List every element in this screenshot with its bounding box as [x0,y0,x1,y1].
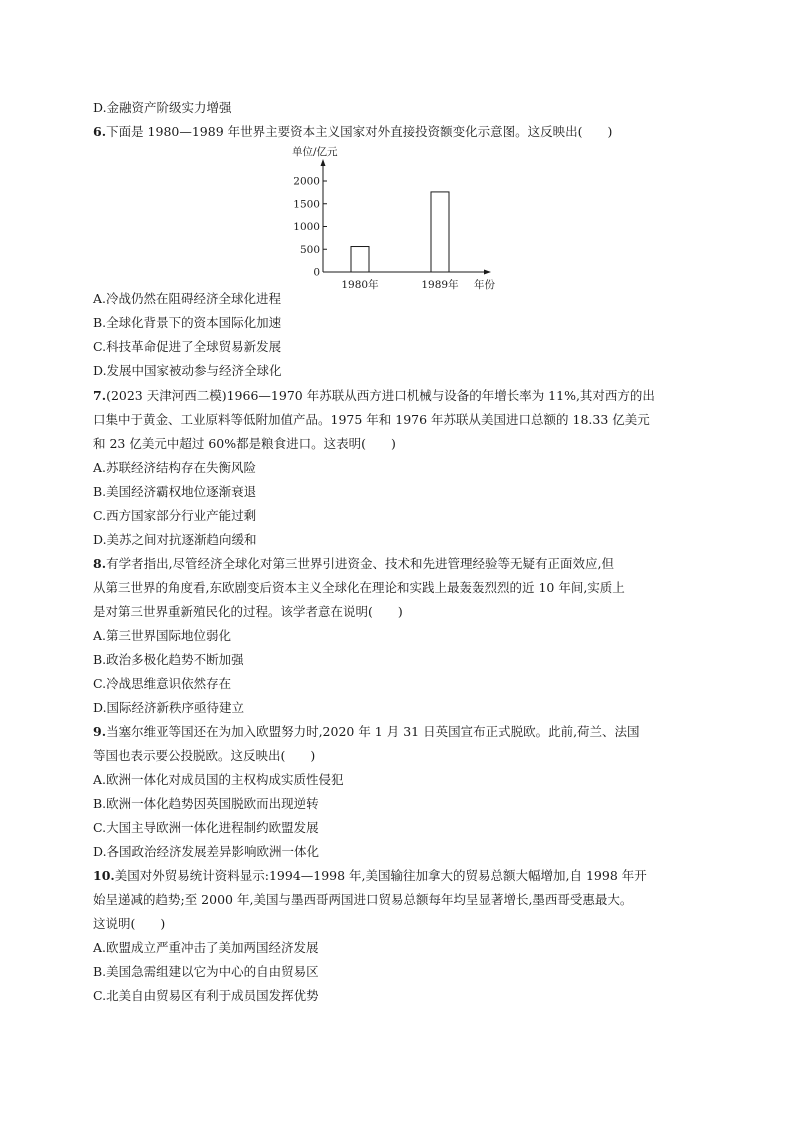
q7-option-d: D.美苏之间对抗逐渐趋向缓和 [93,532,257,547]
y-tick-label: 2000 [293,175,320,188]
q8-number: 8. [93,556,107,571]
q9-stem-line-2: 等国也表示要公投脱欧。这反映出( ) [93,748,316,763]
q8-stem-line-3: 是对第三世界重新殖民化的过程。该学者意在说明( ) [93,604,403,619]
y-ticks [293,176,327,279]
bar [431,192,449,272]
q7-option-a: A.苏联经济结构存在失衡风险 [93,460,257,475]
q8-stem-line-2: 从第三世界的角度看,东欧剧变后资本主义全球化在理论和实践上最轰轰烈烈的近 10 年间,实质上 [93,580,625,595]
q6-option-a: A.冷战仍然在阻碍经济全球化进程 [93,291,282,306]
q7-stem-line-1 [93,388,655,404]
x-axis-arrow [484,270,491,275]
q7-number: 7. [93,388,107,403]
bars [341,192,459,291]
q9-option-d: D.各国政治经济发展差异影响欧洲一体化 [93,844,320,859]
q10-stem-line-2: 始呈递减的趋势;至 2000 年,美国与墨西哥两国进口贸易总额每年均呈显著增长,墨西哥受惠最大。 [93,892,633,907]
q6-stem [93,124,612,140]
q10-option-c: C.北美自由贸易区有利于成员国发挥优势 [93,988,319,1003]
q6-stem-text: 下面是 1980—1989 年世界主要资本主义国家对外直接投资额变化示意图。这反映出( ) [106,124,613,139]
q5-option-d: D.金融资产阶级实力增强 [93,100,232,115]
y-axis-arrow [321,159,326,166]
q8-option-a: A.第三世界国际地位弱化 [93,628,232,643]
q8-stem-line-1 [93,556,614,572]
y-tick-label: 0 [313,266,320,279]
q6-option-b: B.全球化背景下的资本国际化加速 [93,315,282,330]
y-tick-label: 500 [299,243,320,256]
q6-option-c: C.科技革命促进了全球贸易新发展 [93,339,282,354]
q8-stem-text-1: 有学者指出,尽管经济全球化对第三世界引进资金、技术和先进管理经验等无疑有正面效应,但 [106,556,615,571]
q8-option-d: D.国际经济新秩序亟待建立 [93,700,245,715]
y-tick-label: 1500 [293,198,320,211]
q9-option-a: A.欧洲一体化对成员国的主权构成实质性侵犯 [93,772,344,787]
x-axis-label: 年份 [474,279,495,291]
q7-option-c: C.西方国家部分行业产能过剩 [93,508,257,523]
q6-option-d: D.发展中国家被动参与经济全球化 [93,363,282,378]
q10-stem-line-3: 这说明( ) [93,916,166,931]
y-axis-label: 单位/亿元 [292,146,338,158]
q9-number: 9. [93,724,107,739]
q10-stem-text-1: 美国对外贸易统计资料显示:1994—1998 年,美国输往加拿大的贸易总额大幅增加,自 1998 年开 [114,868,647,883]
q9-stem-line-1 [93,724,640,740]
investment-bar-chart [288,145,508,293]
q9-stem-text-1: 当塞尔维亚等国还在为加入欧盟努力时,2020 年 1 月 31 日英国宣布正式脱欧。此前,荷兰、法国 [106,724,640,739]
q6-number: 6. [93,124,107,139]
q10-option-a: A.欧盟成立严重冲击了美加两国经济发展 [93,940,319,955]
x-tick-label: 1980年 [341,279,379,291]
y-tick-label: 1000 [293,221,320,233]
q7-stem-line-3: 和 23 亿美元中超过 60%都是粮食进口。这表明( ) [93,436,396,451]
x-tick-label: 1989年 [421,279,459,291]
q8-option-b: B.政治多极化趋势不断加强 [93,652,244,667]
q9-option-b: B.欧洲一体化趋势因英国脱欧而出现逆转 [93,796,319,811]
q10-number: 10. [93,868,115,883]
q8-option-c: C.冷战思维意识依然存在 [93,676,232,691]
q7-stem-text-1: (2023 天津河西二模)1966—1970 年苏联从西方进口机械与设备的年增长率为 11%,其对西方的出 [106,388,655,403]
bar [351,247,369,272]
q7-stem-line-2: 口集中于黄金、工业原料等低附加值产品。1975 年和 1976 年苏联从美国进口总额的 18.33 亿美元 [93,412,650,427]
q10-option-b: B.美国急需组建以它为中心的自由贸易区 [93,964,319,979]
q9-option-c: C.大国主导欧洲一体化进程制约欧盟发展 [93,820,319,835]
q10-stem-line-1 [93,868,647,884]
q7-option-b: B.美国经济霸权地位逐渐衰退 [93,484,257,499]
